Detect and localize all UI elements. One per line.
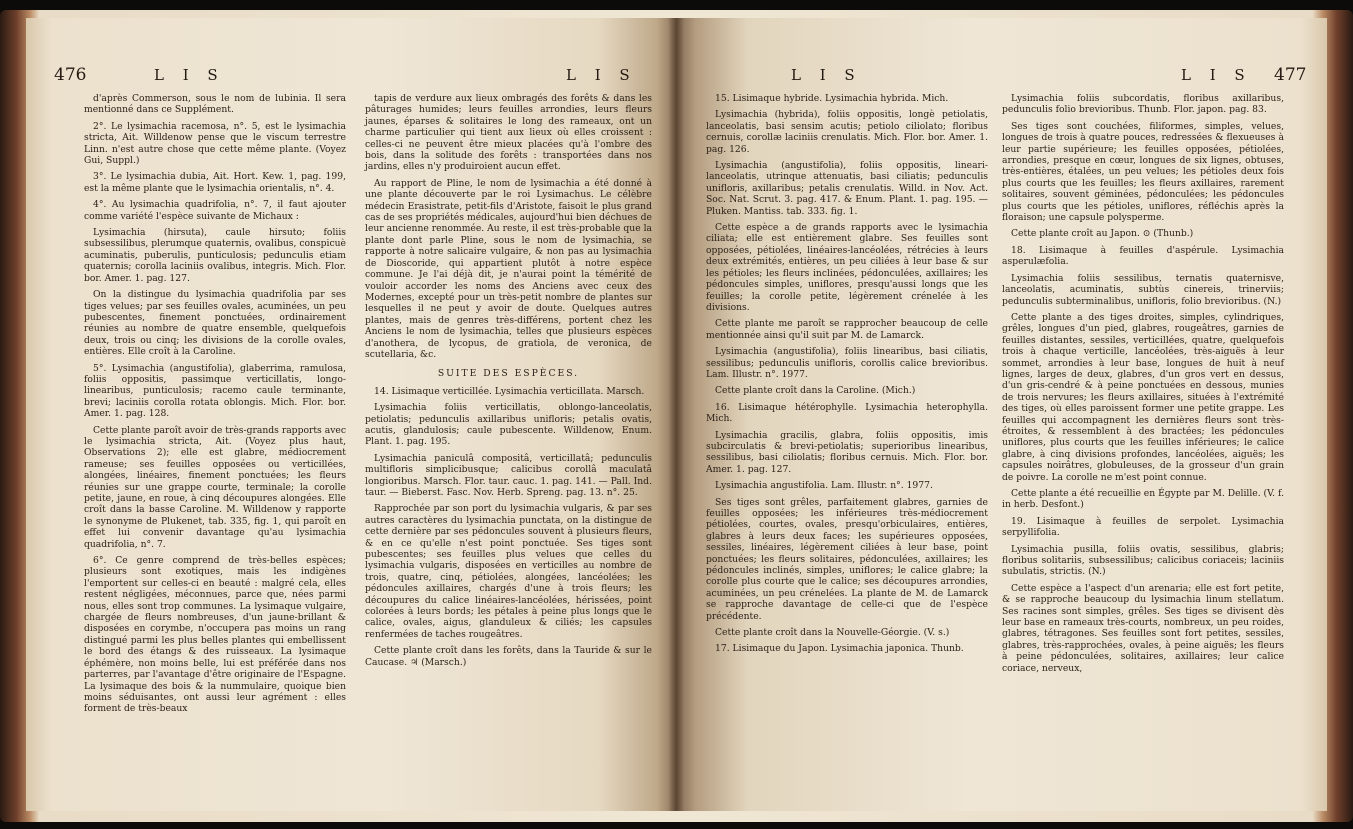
- paragraph: 3°. Le lysimachia dubia, Ait. Hort. Kew. 1, pag. 199, est la même plante que le lysimachia orientalis, n°. 4.: [84, 171, 346, 194]
- paragraph: Lysimachia gracilis, glabra, foliis oppositis, imis subcirculatis & brevi-petiolatis; superioribus linearibus, sessilibus, basi ciliolatis; floribus cernuis. Mich. Flor. bor. Amer. 1. pag. 127.: [706, 429, 988, 475]
- paragraph: Cette espèce a de grands rapports avec le lysimachia ciliata; elle est entièrement glabre. Ses feuilles sont opposées, pétiolées, linéaires-lancéolées, rétrécies à leurs deux extrémités, entières, un peu ciliées à leur base & sur les pétioles; les fleurs inclinées, pédonculées, axillaires; les pédoncules simples, uniflores, presqu'aussi longs que les feuilles; la corolle petite, légèrement crénelée à les divisions.: [706, 222, 988, 313]
- paragraph: Lysimachia (hybrida), foliis oppositis, longè petiolatis, lanceolatis, basi sensim acutis; petiolo ciliolato; floribus cernuis, corollæ laciniis crenulatis. Mich. Flor. bor. Amer. 1. pag. 126.: [706, 109, 988, 155]
- paragraph: Lysimachia foliis subcordatis, floribus axillaribus, pedunculis folio brevioribus. Thunb. Flor. japon. pag. 83.: [1002, 93, 1284, 116]
- paragraph: Cette plante croît dans la Nouvelle-Géorgie. (V. s.): [715, 627, 950, 639]
- left-column-2: [365, 93, 652, 673]
- right-column-2: [1002, 93, 1284, 679]
- paragraph: 19. Lisimaque à feuilles de serpolet. Lysimachia serpyllifolia.: [1002, 515, 1284, 539]
- book-gutter: [668, 18, 684, 811]
- left-column-1: [84, 93, 346, 720]
- paragraph: 17. Lisimaque du Japon. Lysimachia japonica. Thunb.: [715, 643, 964, 655]
- left-page: [26, 18, 676, 811]
- paragraph: Rapprochée par son port du lysimachia vulgaris, & par ses autres caractères du lysimachia punctata, on la distingue de cette dernière par ses pédoncules souvent à plusieurs fleurs, & en ce qu'elle n'est point ponctuée. Ses tiges sont pubescentes; ses feuilles plus velues que celles du lysimachia vulgaris, disposées en verticilles au nombre de trois, quatre, cinq, pétiolées, alongées, lancéolées; les pédoncules axillaires, chargés d'une à trois fleurs; les découpures du calice linéaires-lancéolées, hérissées, point colorées à leurs bords; les pétales à peine plus longs que le calice, ovales, aigus, glanduleux & ciliés; les capsules renfermées de taches rougeâtres.: [365, 503, 652, 640]
- paragraph: 18. Lisimaque à feuilles d'aspérule. Lysimachia asperulæfolia.: [1002, 244, 1284, 268]
- paragraph: Lysimachia foliis sessilibus, ternatis quaternisve, lanceolatis, acuminatis, subtùs cinereis, trinerviis; pedunculis subterminalibus, unifloris, folio brevioribus. (N.): [1002, 272, 1284, 307]
- paragraph: Cette plante a des tiges droites, simples, cylindriques, grêles, longues d'un pied, glabres, rougeâtres, garnies de feuilles distantes, sessiles, verticillées, quatre, quelquefois trois à chaque verticille, lancéolées, très-aiguës à leur sommet, arrondies à leur base, longues de huit à neuf lignes, larges de deux, glabres, d'un gros vert en dessus, d'un gris-cendré & à peine ponctuées en dessous, munies de trois nervures; les fleurs axillaires, situées à l'extrémité des tiges, où elles paroissent former une petite grappe. Les feuilles qui accompagnent les dernières fleurs sont très-étroites, & ressemblent à des bractées; les pédoncules uniflores, plus courts que les feuilles inférieures; le calice glabre, à cinq divisions profondes, lancéolées, aiguës; les capsules noirâtres, globuleuses, de la grosseur d'un grain de poivre. La corolle ne m'est point connue.: [1002, 311, 1284, 483]
- right-column-1: [706, 93, 988, 660]
- paragraph: Lysimachia pusilla, foliis ovatis, sessilibus, glabris; floribus solitariis, subsessilibus; calicibus coriaceis; laciniis subulatis, strictis. (N.): [1002, 543, 1284, 578]
- right-page-number: 477: [1274, 65, 1307, 85]
- right-running-head-1: L I S: [791, 66, 862, 84]
- left-page-number: 476: [54, 65, 87, 85]
- paragraph: Lysimachia foliis verticillatis, oblongo-lanceolatis, petiolatis; pedunculis axillaribus unifloris; petalis ovatis, acutis, glandulosis; caule pubescente. Willdenow, Enum. Plant. 1. pag. 195.: [365, 402, 652, 448]
- paragraph: On la distingue du lysimachia quadrifolia par ses tiges velues; par ses feuilles ovales, acuminées, un peu pubescentes, finement ponctuées, ordinairement réunies au nombre de quatre ensemble, quelquefois deux, trois ou cinq; les divisions de la corolle ovales, entières. Elle croît à la Caroline.: [84, 289, 346, 358]
- paragraph: SUITE DES ESPÈCES.: [437, 368, 580, 380]
- paragraph: Lysimachia (hirsuta), caule hirsuto; foliis subsessilibus, plerumque quaternis, ovalibus, conspicuè acuminatis, puberulis, punticulosis; pedunculis etiam quaternis; corolla laciniis ovalibus, integris. Mich. Flor. bor. Amer. 1. pag. 127.: [84, 227, 346, 284]
- paragraph: Cette espèce a l'aspect d'un arenaria; elle est fort petite, & se rapproche beaucoup du lysimachia linum stellatum. Ses racines sont simples, grêles. Ses tiges se divisent dès leur base en rameaux très-courts, nombreux, un peu roides, glabres, tétragones. Ses feuilles sont fort petites, sessiles, glabres, très-rapprochées, ovales, à peine aiguës; les fleurs à peine pédonculées, solitaires, axillaires; leur calice coriace, nerveux,: [1002, 582, 1284, 674]
- paragraph: Lysimachia (angustifolia), foliis oppositis, lineari-lanceolatis, utrinque attenuatis, basi ciliatis; pedunculis unifloris, axillaribus; petalis crenulatis. Willd. in Nov. Act. Soc. Nat. Scrut. 3. pag. 417. & Enum. Plant. 1. pag. 195. — Pluken. Mantiss. tab. 333. fig. 1.: [706, 160, 988, 217]
- left-running-head-1: L I S: [154, 66, 225, 84]
- paragraph: 16. Lisimaque hétérophylle. Lysimachia heterophylla. Mich.: [706, 401, 988, 425]
- paragraph: 15. Lisimaque hybride. Lysimachia hybrida. Mich.: [715, 93, 949, 104]
- paragraph: Cette plante croît au Japon. ⊙ (Thunb.): [1011, 228, 1194, 240]
- paragraph: Cette plante me paroît se rapprocher beaucoup de celle mentionnée ainsi qu'il suit par M. de Lamarck.: [706, 318, 988, 341]
- paragraph: Ses tiges sont grêles, parfaitement glabres, garnies de feuilles opposées; les inférieures très-médiocrement pétiolées, courtes, ovales, presqu'orbiculaires, entières, glabres à leurs deux faces; les supérieures opposées, sessiles, linéaires, légèrement ciliées à leur base, point ponctuées; les fleurs solitaires, pédonculées, axillaires; les pédoncules inclinés, simples, uniflores; le calice glabre; la corolle plus courte que le calice; ses découpures arrondies, acuminées, un peu crénelées. La plante de M. de Lamarck se rapproche davantage de celle-ci que de l'espèce précédente.: [706, 496, 988, 622]
- right-page: [676, 18, 1327, 811]
- paragraph: Au rapport de Pline, le nom de lysimachia a été donné à une plante découverte par le roi Lysimachus. Le célèbre médecin Erasistrate, petit-fils d'Aristote, faisoit le plus grand cas de ses propriétés médicales, aujourd'hui bien déchues de leur ancienne renommée. Au reste, il est très-probable que la plante dont parle Pline, sous le nom de lysimachia, se rapporte à notre salicaire vulgaire, & non pas au lysimachia de Dioscoride, qui appartient plutôt à notre espèce commune. Je l'ai déjà dit, je n'aurai point la témérité de vouloir accorder les noms des Anciens avec ceux des Modernes, excepté pour un très-petit nombre de plantes sur lesquelles il ne peut y avoir de doute. Quelques autres plantes, mais de genres très-différens, portent chez les Anciens le nom de lysimachia, telles que plusieurs espèces d'anothera, de lycopus, de gratiola, de veronica, de scutellaria, &c.: [365, 177, 652, 360]
- paragraph: 6°. Ce genre comprend de très-belles espèces; plusieurs sont exotiques, mais les indigènes l'emportent sur celles-ci en beauté : malgré cela, elles restent négligées, méconnues, parce que, nées parmi nous, elles sont trop communes. La lysimaque vulgaire, chargée de fleurs nombreuses, d'un jaune-brillant & disposées en corymbe, n'occupera pas moins un rang distingué parmi les plus belles plantes qui embellissent le bord des étangs & des ruisseaux. La lysimaque éphémère, non moins belle, lui est préférée dans nos parterres, par l'avantage d'être originaire de l'Espagne. La lysimaque des bois & la nummulaire, quoique bien moins séduisantes, ont aussi leur agrément : elles forment de très-beaux: [84, 555, 346, 715]
- paragraph: Lysimachia angustifolia. Lam. Illustr. n°. 1977.: [715, 480, 933, 492]
- paragraph: 4°. Au lysimachia quadrifolia, n°. 7, il faut ajouter comme variété l'espèce suivante de Michaux :: [84, 199, 346, 222]
- paragraph: Cette plante a été recueillie en Égypte par M. Delille. (V. f. in herb. Desfont.): [1002, 488, 1284, 511]
- paragraph: 5°. Lysimachia (angustifolia), glaberrima, ramulosa, foliis oppositis, passimque verticillatis, longo-linearibus, punticulosis; racemo caule terminante, brevi; laciniis corolla rotata oblongis. Mich. Flor. bor. Amer. 1. pag. 128.: [84, 362, 346, 420]
- right-running-head-2: L I S: [1181, 66, 1252, 84]
- paragraph: Cette plante paroît avoir de très-grands rapports avec le lysimachia stricta, Ait. (Voyez plus haut, Observations 2); elle est glabre, médiocrement rameuse; ses feuilles opposées ou verticillées, alongées, linéaires, finement ponctuées; les fleurs réunies sur une grappe courte, terminale; la corolle petite, jaune, en roue, à cinq découpures alongées. Elle croît dans la basse Caroline. M. Willdenow y rapporte le synonyme de Plukenet, tab. 335, fig. 1, qui paroît en effet lui convenir davantage qu'au lysimachia quadrifolia, n°. 7.: [84, 424, 346, 550]
- paragraph: Cette plante croît dans les forêts, dans la Tauride & sur le Caucase. ♃ (Marsch.): [365, 645, 652, 668]
- paragraph: Cette plante croît dans la Caroline. (Mich.): [715, 385, 916, 397]
- paragraph: 14. Lisimaque verticillée. Lysimachia verticillata. Marsch.: [374, 385, 645, 397]
- paragraph: Lysimachia (angustifolia), foliis linearibus, basi ciliatis, sessilibus; pedunculis unifloris, corollis calice brevioribus. Lam. Illustr. n°. 1977.: [706, 346, 988, 380]
- paragraph: Ses tiges sont couchées, filiformes, simples, velues, longues de trois à quatre pouces, redressées & flexueuses à leur partie supérieure; les feuilles opposées, pétiolées, arrondies, presque en cœur, longues de six lignes, obtuses, très-entières, étalées, un peu velues; les pétioles deux fois plus courts que les feuilles; les fleurs axillaires, rarement solitaires, souvent géminées, pédonculées; les pédoncules plus courts que les pétioles, uniflores, réfléchis après la floraison; une capsule polysperme.: [1002, 120, 1284, 224]
- left-running-head-2: L I S: [566, 66, 637, 84]
- paragraph: tapis de verdure aux lieux ombragés des forêts & dans les pâturages humides; leurs feuilles arrondies, leurs fleurs jaunes, éparses & solitaires le long des rameaux, ont un charme particulier qui tient aux lieux où elles croissent : celles-ci ne peuvent être mieux placées qu'à l'ombre des bois, dans la solitude des forêts : transportées dans nos jardins, elles n'y produiroient aucun effet.: [365, 93, 652, 173]
- paragraph: d'après Commerson, sous le nom de lubinia. Il sera mentionné dans ce Supplément.: [84, 93, 346, 116]
- paragraph: Lysimachia paniculâ compositâ, verticillatâ; pedunculis multifloris simplicibusque; calicibus corollâ maculatâ longioribus. Marsch. Flor. taur. cauc. 1. pag. 141. — Pall. Ind. taur. — Bieberst. Fasc. Nov. Herb. Spreng. pag. 13. n°. 25.: [365, 452, 652, 498]
- paragraph: 2°. Le lysimachia racemosa, n°. 5, est le lysimachia stricta, Ait. Willdenow pense que le viscum terrestre Linn. n'est autre chose que cette même plante. (Voyez Gui, Suppl.): [84, 120, 346, 167]
